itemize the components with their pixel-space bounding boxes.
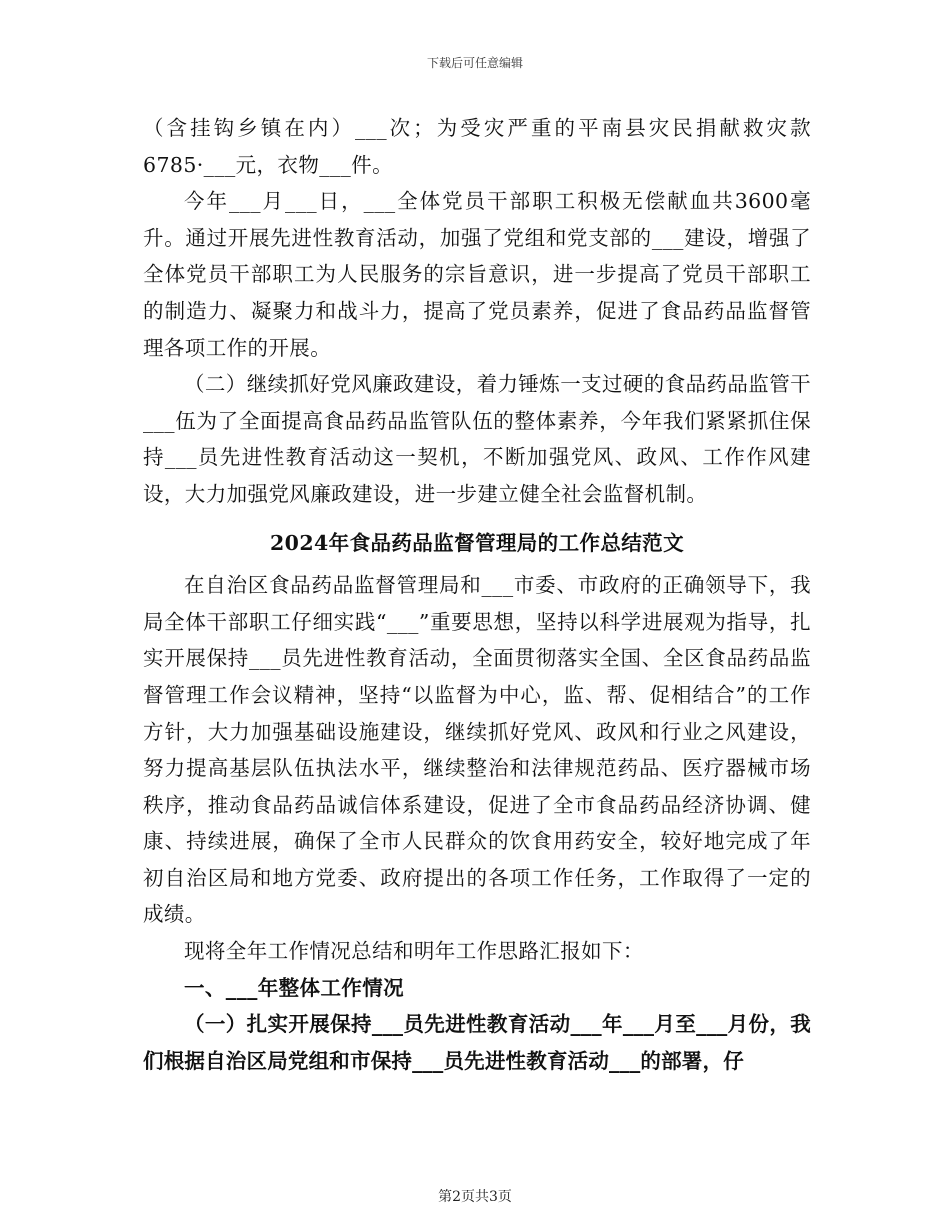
page-header-note: 下载后可任意编辑 <box>426 56 523 70</box>
page-number: 第2页共3页 <box>438 1189 512 1205</box>
paragraph-intro: 在自治区食品药品监督管理局和___市委、市政府的正确领导下，我局全体干部职工仔细实践“___”重要思想，坚持以科学进展观为指导，扎实开展保持___员先进性教育活动，全面贯彻落实全国、全区食品药品监督管理工作会议精神，坚持“以监督为中心，监、帮、促相结合”的工作方针，大力加强基础设施建设，继续抓好党风、政风和行业之风建设，努力提高基层队伍执法水平，继续整治和法律规范药品、医疗器械市场秩序，推动食品药品诚信体系建设，促进了全市食品药品经济协调、健康、持续进展，确保了全市人民群众的饮食用药安全，较好地完成了年初自治区局和地方党委、政府提出的各项工作任务，工作取得了一定的成绩。 <box>143 573 811 927</box>
paragraph-party-conduct: （二）继续抓好党风廉政建设，着力锤炼一支过硬的食品药品监管干___伍为了全面提高食品药品监管队伍的整体素养，今年我们紧紧抓住保持___员先进性教育活动这一契机，不断加强党风、政风、工作作风建设，大力加强党风廉政建设，进一步建立健全社会监督机制。 <box>143 372 811 506</box>
paragraph-education-activity: （一）扎实开展保持___员先进性教育活动___年___月至___月份，我们根据自治区局党组和市保持___员先进性教育活动___的部署，仔 <box>143 1012 811 1074</box>
paragraph-blood-donation: 今年___月___日，___全体党员干部职工积极无偿献血共3600毫升。通过开展先进性教育活动，加强了党组和党支部的___建设，增强了全体党员干部职工为人民服务的宗旨意识，进一步提高了党员干部职工的制造力、凝聚力和战斗力，提高了党员素养，促进了食品药品监督管理各项工作的开展。 <box>143 189 811 360</box>
paragraph-report-lead: 现将全年工作情况总结和明年工作思路汇报如下： <box>184 939 644 964</box>
section-title: 2024年食品药品监督管理局的工作总结范文 <box>270 530 684 555</box>
paragraph-donation: （含挂钩乡镇在内）___次；为受灾严重的平南县灾民捐献救灾款6785·___元，衣物___件。 <box>143 116 811 177</box>
document-body <box>143 110 811 1080</box>
heading-overall-work: 一、___年整体工作情况 <box>184 975 405 1000</box>
